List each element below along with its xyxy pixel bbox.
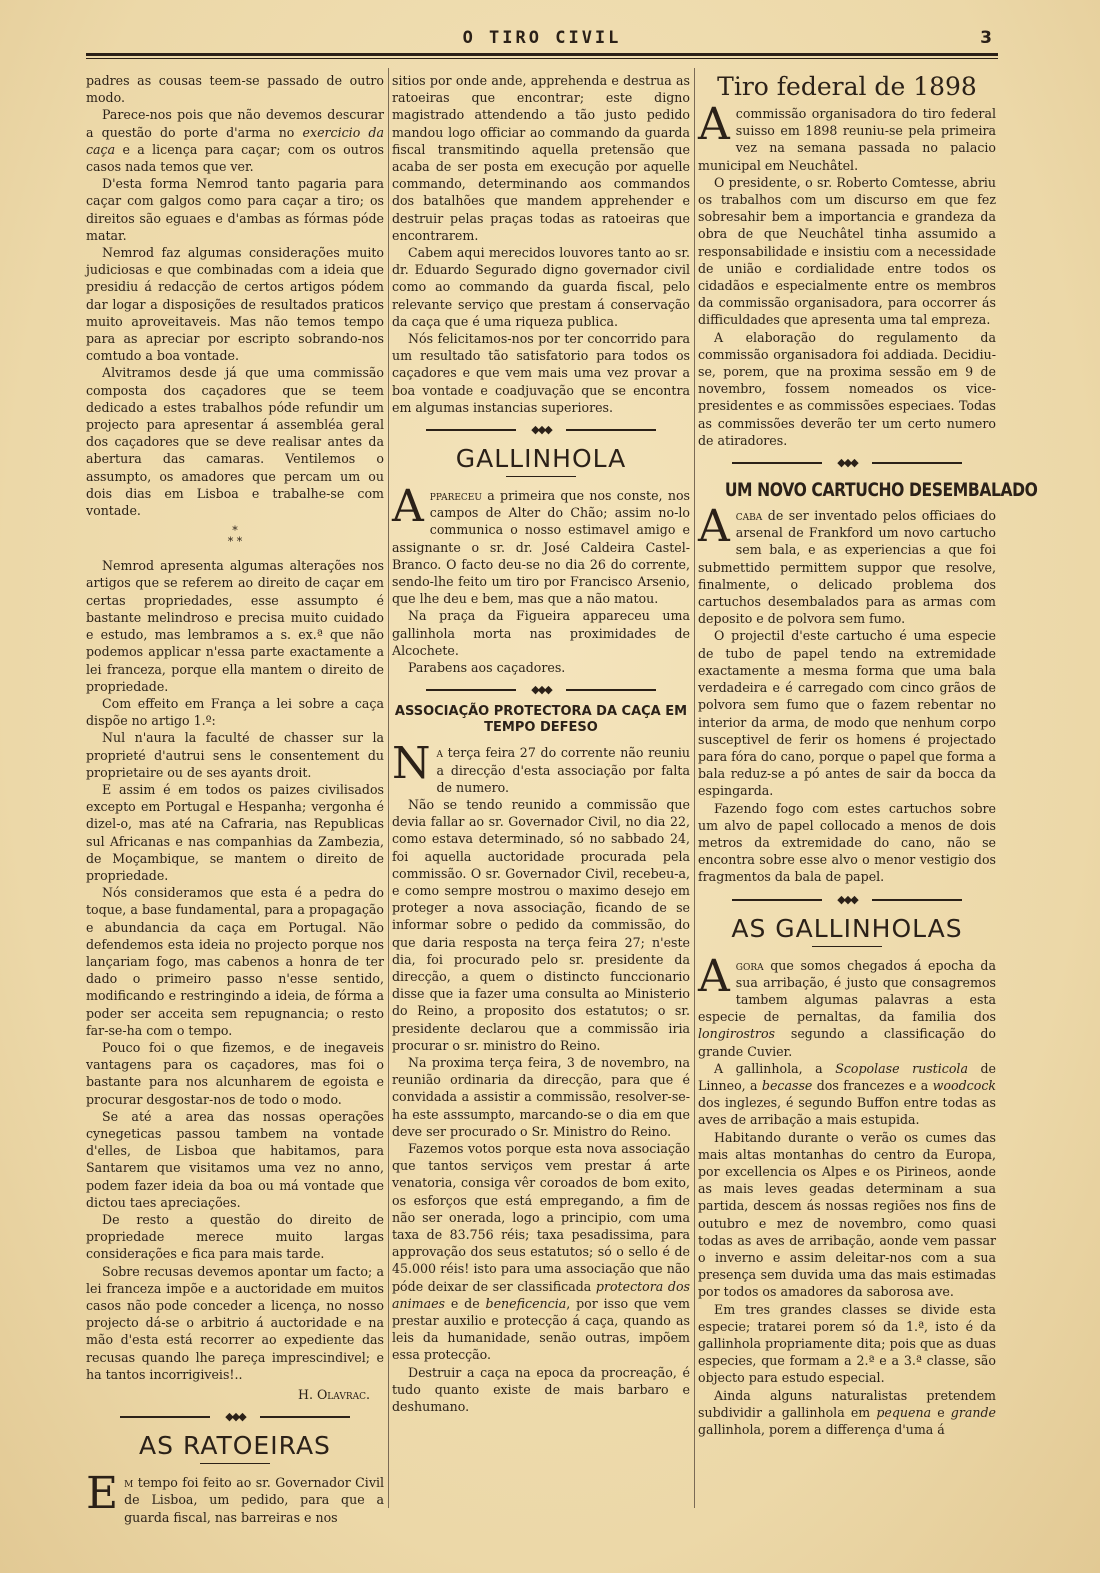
- drop-cap: N: [392, 738, 431, 790]
- section-ornament: ◆◆◆: [698, 455, 996, 471]
- page-number: 3: [980, 28, 992, 48]
- paragraph: Alvitramos desde já que uma commissão composta dos caçadores que se teem dedicado a estes trabalhos póde refundir um projecto para apresentar á assembléa geral dos caçadores que se deve realisar antes da abertura das camaras. Ventilemos o assumpto, os amadores que percam um ou dois dias em Lisboa e trabalhe-se com vontade.: [86, 365, 384, 519]
- paragraph: Nemrod apresenta algumas alterações nos artigos que se referem ao direito de caçar em certas propriedades, esse assumpto é bastante melindroso e precisa muito cuidado e estudo, mas lembramos a s. ex.ª que não podemos applicar n'essa parte exactamente a lei franceza, porque ella mantem o direito de propriedade.: [86, 558, 384, 694]
- drop-cap: A: [698, 501, 730, 553]
- paragraph: A commissão organisadora do tiro federal suisso em 1898 reuniu-se pela primeira vez na semana passada no palacio municipal em Neuchâtel.: [698, 99, 996, 173]
- masthead-rule-thick: [86, 53, 998, 56]
- column-divider: [388, 68, 389, 1508]
- section-ornament: ◆◆◆: [392, 422, 690, 438]
- drop-cap: A: [698, 99, 730, 150]
- masthead: [86, 28, 998, 60]
- paragraph: Habitando durante o verão os cumes das mais altas montanhas do centro da Europa, por excellencia os Alpes e os Pirineos, aonde as mais leves geadas determinam a sua partida, descem ás nossas regiões nos fins de outubro e mez de novembro, como quasi todas as aves de arribação, aonde vem passar o inverno e assim deleitar-nos com a sua presença sem duvida uma das mais estimadas por todos os amadores da saborosa ave.: [698, 1129, 996, 1300]
- paragraph: sitios por onde ande, apprehenda e destrua as ratoeiras que encontrar; este digno magistrado attendendo a tão justo pedido mandou logo officiar ao commando da guarda fiscal transmitindo aquella pretensão que acaba de ser posta em execução por aquelle commando, determinando aos commandos dos batalhões que mandem apprehender e destruir pelas praças todas as ratoeiras que encontrarem.: [392, 73, 690, 243]
- paragraph: Fazendo fogo com estes cartuchos sobre um alvo de papel collocado a menos de dois metros da extremidade do cano, não se encontra sobre esse alvo o menor vestigio dos fragmentos da bala de papel.: [698, 800, 996, 885]
- section-ornament: ◆◆◆: [86, 1409, 384, 1425]
- paragraph: Na praça da Figueira appareceu uma gallinhola morta nas proximidades de Alcochete.: [392, 608, 690, 658]
- paragraph: D'esta forma Nemrod tanto pagaria para caçar com galgos como para caçar a tiro; os direitos são eguaes e d'ambas as fórmas póde matar.: [86, 176, 384, 243]
- heading-underline: [200, 1463, 270, 1464]
- heading-associacao: ASSOCIAÇÃO PROTECTORA DA CAÇA EM TEMPO DEFESO: [394, 704, 688, 736]
- paragraph: Na terça feira 27 do corrente não reuniu a direcção d'esta associação por falta de numero.: [392, 738, 690, 795]
- paragraph: Cabem aqui merecidos louvores tanto ao sr. dr. Eduardo Segurado digno governador civil como ao commando da guarda fiscal, pelo relevante serviço que prestam á conservação da caça que é uma riqueza publica.: [392, 245, 690, 329]
- paragraph: Destruir a caça na epoca da procreação, é tudo quanto existe de mais barbaro e deshumano.: [392, 1364, 690, 1415]
- masthead-rule-thin: [86, 58, 998, 59]
- paragraph: Sobre recusas devemos apontar um facto; a lei franceza impõe e a auctoridade em muitos casos não pode conceder a licença, no nosso projecto dá-se o arbitrio á auctoridade e na mão d'esta está recorrer ao expediente das recusas quando lhe pareça imprescindivel; e ha tantos incorrigiveis!..: [86, 1263, 384, 1382]
- heading-novo-cartucho: UM NOVO CARTUCHO DESEMBALADO: [724, 479, 1038, 502]
- paragraph: Parabens aos caçadores.: [408, 660, 566, 676]
- paragraph: Fazemos votos porque esta nova associação que tantos serviços vem prestar á arte venatoria, consiga vêr coroados de bom exito, os esforços que está empregando, a fim de não ser onerada, logo a principio, com uma taxa de 83.756 réis; taxa pesadissima, para approvação dos seus estatutos; só o sello é de 45.000 réis! isto para uma associação que não póde deixar de ser classificada protectora dos animaes e de beneficencia, por isso que vem prestar auxilio e protecção á caça, quando as leis da humanidade, senão outras, impõem essa protecção.: [392, 1140, 691, 1363]
- quotation: Nul n'aura la faculté de chasser sur la proprieté d'autrui sens le consentement du proprietaire ou de ses ayants droit.: [86, 730, 384, 780]
- paragraph: De resto a questão do direito de propriedade merece muito largas considerações e fica para mais tarde.: [86, 1212, 384, 1262]
- paragraph: A elaboração do regulamento da commissão organisadora foi addiada. Decidiu-se, porem, que na proxima sessão em 9 de novembro, fossem nomeados os vice-presidentes e as commissões especiaes. Todas as commissões deverão ter um certo numero de atiradores.: [698, 329, 996, 448]
- paragraph: Na proxima terça feira, 3 de novembro, na reunião ordinaria da direcção, para que é convidada a assistir a commissão, resolver-se-ha este asssumpto, marcando-se o dia em que deve ser procurado o Sr. Ministro do Reino.: [392, 1054, 690, 1139]
- paragraph: O projectil d'este cartucho é uma especie de tubo de papel tendo na extremidade exactamente a mesma forma que uma bala verdadeira e é carregado com cinco grãos de polvora sem fumo que o fazem rebentar no interior da arma, de modo que nenhum corpo susceptivel de ferir os homens é projectado para fóra do cano, porque o papel que forma a bala reduz-se a pó antes de sair da bocca da espingarda.: [698, 628, 996, 799]
- paragraph: Com effeito em França a lei sobre a caça dispõe no artigo 1.º:: [86, 695, 384, 729]
- paragraph: Parece-nos pois que não devemos descurar a questão do porte d'arma no exercicio da caça e a licença para caçar; com os outros casos nada temos que ver.: [86, 107, 384, 175]
- paragraph: Ainda alguns naturalistas pretendem subdividir a gallinhola em pequena e grande gallinhola, porem a differença d'uma á: [698, 1387, 996, 1438]
- section-stars: * * *: [227, 524, 243, 549]
- paragraph: E assim é em todos os paizes civilisados excepto em Portugal e Hespanha; vergonha é dizel-o, mas até na Cafraria, nas Republicas sul Africanas e nas companhias da Zambezia, de Moçambique, se mantem o direito de propriedade.: [86, 781, 384, 883]
- drop-cap: A: [698, 950, 730, 1002]
- paragraph: Nós consideramos que esta é a pedra do toque, a base fundamental, para a propagação e abundancia da caça em Portugal. Não defendemos esta ideia no projecto porque nos lançariam fogo, mas cabenos a honra de ter dado o primeiro passo n'esse sentido, modificando e restringindo a ideia, de fórma a poder ser acceita sem repugnancia; o resto far-se-ha com o tempo.: [86, 885, 384, 1038]
- author-signature: H. Olavrac.: [297, 1387, 370, 1403]
- heading-underline: [506, 476, 576, 477]
- column-3: [698, 72, 1038, 1438]
- column-2: [392, 72, 690, 1415]
- paragraph: A gallinhola, a Scopolase rusticola de Linneo, a becasse dos francezes e a woodcock dos inglezes, é segundo Buffon entre todas as aves de arribação a mais estupida.: [698, 1060, 996, 1128]
- heading-as-ratoeiras: AS RATOEIRAS: [139, 1431, 331, 1461]
- section-ornament: ◆◆◆: [392, 682, 690, 698]
- paragraph: Agora que somos chegados á epocha da sua arribação, é justo que consagremos tambem algumas palavras a esta especie de pernaltas, da familia dos longirostros segundo a classificação do grande Cuvier.: [698, 950, 996, 1059]
- paragraph: Nemrod faz algumas considerações muito judiciosas e que combinadas com a ideia que presidiu á redacção de certos artigos pódem dar logar a disposições de resultados praticos muito aproveitaveis. Mas não temos tempo para as apreciar por escripto sobrando-nos comtudo a boa vontade.: [86, 245, 384, 364]
- heading-gallinhola: GALLINHOLA: [455, 444, 627, 474]
- paragraph: Em tempo foi feito ao sr. Governador Civil de Lisboa, um pedido, para que a guarda fiscal, nas barreiras e nos: [86, 1468, 384, 1525]
- paragraph: Não se tendo reunido a commissão que devia fallar ao sr. Governador Civil, no dia 22, como estava determinado, só no sabbado 24, foi aquella auctoridade procurada pela commissão. O sr. Governador Civil, recebeu-a, e como sempre mostrou o maximo desejo em proteger a nova associação, ficando de se informar sobre o pedido da commissão, do que daria resposta na terça feira 27; n'este dia, foi procurado pelo sr. presidente da direcção, a quem o distincto funccionario disse que ia fazer uma consulta ao Ministerio do Reino, a proposito dos estatutos; o sr. presidente declarou que a commissão iria procurar o sr. ministro do Reino.: [392, 796, 690, 1053]
- paragraph: padres as cousas teem-se passado de outro modo.: [86, 73, 384, 106]
- paragraph: Pouco foi o que fizemos, e de inegaveis vantagens para os caçadores, mas foi o bastante para nos alcunharem de egoista e procurar desgostar-nos de todo o modo.: [86, 1039, 384, 1107]
- paragraph: O presidente, o sr. Roberto Comtesse, abriu os trabalhos com um discurso em que fez sobresahir bem a importancia e grandeza da obra de que Neuchâtel tinha assumido a responsabilidade e insistiu com a necessidade de união e cordialidade entre todos os cidadãos e especialmente entre os membros da commissão organisadora, para occorrer ás difficuldades que apresenta uma tal empreza.: [698, 174, 996, 328]
- paragraph: Acaba de ser inventado pelos officiaes do arsenal de Frankford um novo cartucho sem bala, e as experiencias a que foi submettido permittem suppor que resolve, finalmente, o delicado problema dos cartuchos desembalados para as armas com deposito e de polvora sem fumo.: [698, 501, 996, 627]
- heading-tiro-federal: Tiro federal de 1898: [717, 72, 977, 101]
- heading-underline: [812, 946, 882, 947]
- paragraph: Appareceu a primeira que nos conste, nos campos de Alter do Chão; assim no-lo communica o nosso estimavel amigo e assignante o sr. dr. José Caldeira Castel-Branco. O facto deu-se no dia 26 do corrente, sendo-lhe feito um tiro por Francisco Arsenio, que lhe deu e bem, mas que a não matou.: [392, 481, 690, 607]
- drop-cap: A: [392, 481, 424, 533]
- paragraph: Se até a area das nossas operações cynegeticas passou tambem na vontade d'elles, de Lisboa que habitamos, para Santarem que visitamos uma vez no anno, podem fazer ideia da boa ou má vontade que dictou taes apreciações.: [86, 1108, 384, 1210]
- column-1: [86, 72, 384, 1526]
- newspaper-title: O TIRO CIVIL: [462, 28, 622, 48]
- paragraph: Em tres grandes classes se divide esta especie; tratarei porem só da 1.ª, isto é da gallinhola propriamente dita; pois que as duas especies, que formam a 2.ª e a 3.ª classe, são objecto para estudo especial.: [698, 1301, 996, 1386]
- column-divider: [694, 68, 695, 1508]
- drop-cap: E: [86, 1468, 119, 1520]
- section-ornament: ◆◆◆: [698, 892, 996, 908]
- heading-as-gallinholas: AS GALLINHOLAS: [731, 913, 963, 943]
- paragraph: Nós felicitamos-nos por ter concorrido para um resultado tão satisfatorio para todos os caçadores e que vem mais uma vez provar a boa vontade e coadjuvação que se encontra em algumas instancias superiores.: [392, 331, 690, 415]
